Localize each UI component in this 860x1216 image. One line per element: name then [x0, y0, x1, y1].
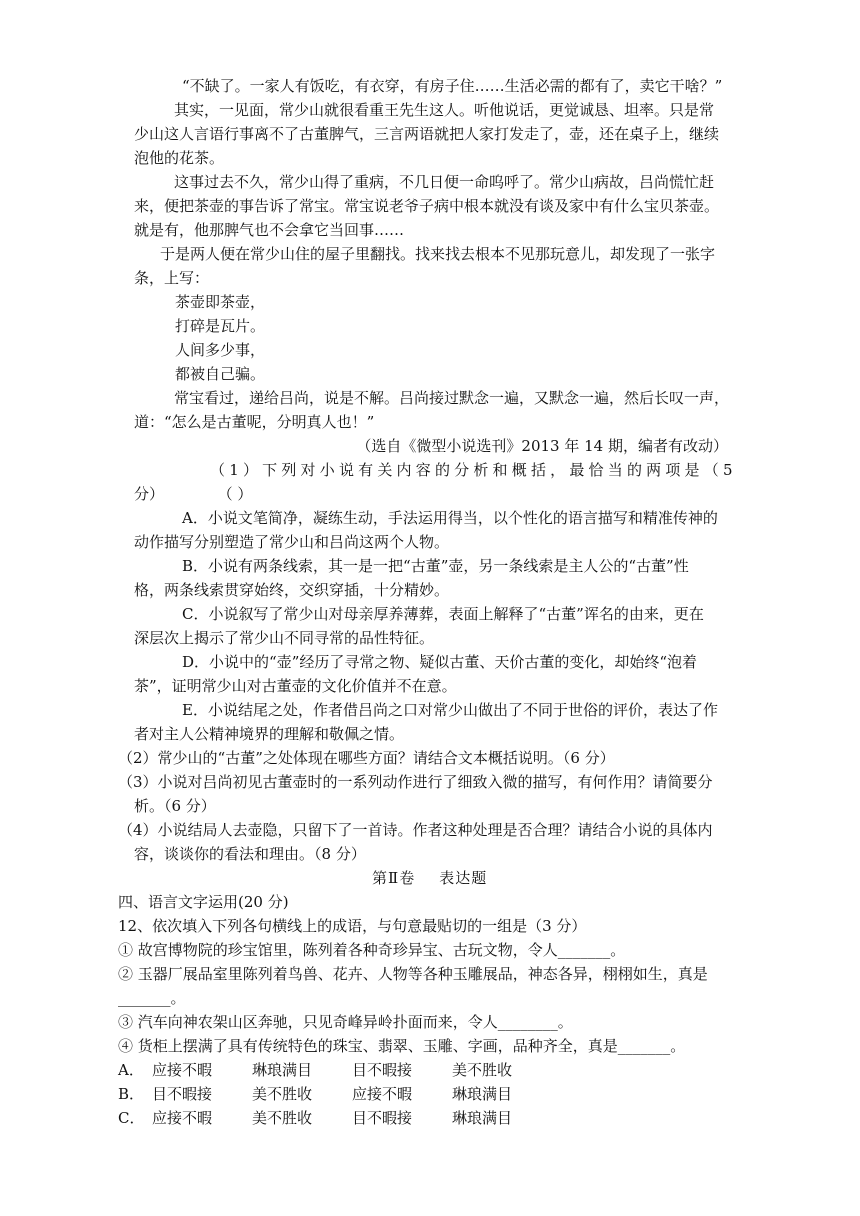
choice-word: 目不暇接 [352, 1109, 413, 1127]
question-1-stem-end [134, 484, 252, 504]
question-12-stem: 12、依次填入下列各句横线上的成语，与句意最贴切的一组是（3 分） [118, 917, 587, 935]
question-4: （4）小说结局人去壶隐，只留下了一首诗。作者这种处理是否合理？请结合小说的具体内 [118, 821, 713, 839]
option-d-cont: 茶”，证明常少山对古董壶的文化价值并不在意。 [134, 677, 457, 695]
passage-line: 常宝看过，递给吕尚，说是不解。吕尚接过默念一遍，又默念一遍，然后长叹一声， [174, 389, 730, 407]
choice-label: B． [118, 1085, 145, 1103]
poem-line: 打碎是瓦片。 [175, 317, 266, 335]
choice-word: 应接不暇 [352, 1085, 413, 1103]
option-c-cont: 深层次上揭示了常少山不同寻常的品性特征。 [134, 629, 435, 647]
sentence-2-cont: _______。 [118, 989, 186, 1007]
passage-line: 少山这人言语行事离不了古董脾气，三言两语就把人家打发走了，壶，还在桌子上，继续 [134, 125, 720, 143]
question-1-stem: （1）下列对小说有关内容的分析和概括，最恰当的两项是（5 [210, 461, 737, 479]
passage-line: “不缺了。一家人有饭吃，有衣穿，有房子住……生活必需的都有了，卖它干啥？” [182, 77, 723, 95]
passage-line: 道：“怎么是古董呢，分明真人也！” [134, 413, 375, 431]
choice-word: 目不暇接 [352, 1061, 413, 1079]
question-3-cont: 析。（6 分） [134, 797, 216, 815]
choice-row-b [118, 1084, 552, 1104]
part-volume: 第Ⅱ卷 [372, 869, 416, 887]
choice-word: 琳琅满目 [452, 1109, 513, 1127]
part-name: 表达题 [439, 869, 488, 887]
choice-word: 美不胜收 [252, 1109, 313, 1127]
sentence-2: ② 玉器厂展品室里陈列着鸟兽、花卉、人物等各种玉雕展品，神态各异，栩栩如生，真是 [118, 965, 708, 983]
passage-line: 泡他的花茶。 [134, 149, 225, 167]
answer-blank: （ ） [217, 485, 253, 503]
passage-line: 其实，一见面，常少山就很看重王先生这人。听他说话，更觉诚恳、坦率。只是常 [174, 101, 715, 119]
choice-word: 琳琅满目 [452, 1085, 513, 1103]
passage-line: 于是两人便在常少山住的屋子里翻找。找来找去根本不见那玩意儿，却发现了一张字 [160, 245, 716, 263]
question-3: （3）小说对吕尚初见古董壶时的一系列动作进行了细致入微的描写，有何作用？请简要分 [118, 773, 713, 791]
choice-label: A． [118, 1061, 144, 1079]
choice-word: 美不胜收 [252, 1085, 313, 1103]
option-a: A．小说文笔简净，凝练生动，手法运用得当，以个性化的语言描写和精准传神的 [182, 509, 718, 527]
question-4-cont: 容，谈谈你的看法和理由。（8 分） [134, 845, 366, 863]
part-heading [372, 868, 487, 888]
choice-word: 美不胜收 [452, 1061, 513, 1079]
sentence-4: ④ 货柜上摆满了具有传统特色的珠宝、翡翠、玉雕、字画，品种齐全，真是_______。 [118, 1037, 686, 1055]
choice-row-c [118, 1108, 552, 1128]
option-a-cont: 动作描写分别塑造了常少山和吕尚这两个人物。 [134, 533, 450, 551]
passage-line: 来，便把茶壶的事告诉了常宝。常宝说老爷子病中根本就没有谈及家中有什么宝贝茶壶。 [134, 197, 720, 215]
sentence-3: ③ 汽车向神农架山区奔驰，只见奇峰异岭扑面而来，令人________。 [118, 1013, 573, 1031]
sentence-1: ① 故宫博物院的珍宝馆里，陈列着各种奇珍异宝、古玩文物，令人_______。 [118, 941, 626, 959]
choice-word: 目不暇接 [152, 1085, 213, 1103]
passage-line: 条，上写： [134, 269, 210, 287]
option-b-cont: 格，两条线索贯穿始终，交织穿插，十分精妙。 [134, 581, 450, 599]
choice-label: C． [118, 1109, 145, 1127]
choice-word: 应接不暇 [152, 1109, 213, 1127]
choice-word: 应接不暇 [152, 1061, 213, 1079]
poem-line: 茶壶即茶壶， [175, 293, 266, 311]
passage-line: 就是有，他那脾气也不会拿它当回事…… [134, 221, 405, 239]
question-2: （2）常少山的“古董”之处体现在哪些方面？请结合文本概括说明。（6 分） [118, 749, 615, 767]
option-c: C．小说叙写了常少山对母亲厚养薄葬，表面上解释了“古董”诨名的由来，更在 [182, 605, 704, 623]
source-citation: （选自《微型小说选刊》2013 年 14 期，编者有改动） [356, 437, 728, 455]
passage-line: 这事过去不久，常少山得了重病，不几日便一命呜呼了。常少山病故，吕尚慌忙赶 [174, 173, 715, 191]
poem-line: 人间多少事， [175, 341, 266, 359]
question-1-score: 分） [134, 485, 165, 503]
option-e-cont: 者对主人公精神境界的理解和敬佩之情。 [134, 725, 405, 743]
poem-line: 都被自己骗。 [175, 365, 266, 383]
section-heading: 四、语言文字运用(20 分) [118, 893, 289, 911]
option-d: D．小说中的“壶”经历了寻常之物、疑似古董、天价古董的变化，却始终“泡着 [182, 653, 698, 671]
option-e: E．小说结尾之处，作者借吕尚之口对常少山做出了不同于世俗的评价，表达了作 [182, 701, 718, 719]
choice-row-a [118, 1060, 552, 1080]
choice-word: 琳琅满目 [252, 1061, 313, 1079]
option-b: B．小说有两条线索，其一是一把“古董”壶，另一条线索是主人公的“古董”性 [182, 557, 689, 575]
